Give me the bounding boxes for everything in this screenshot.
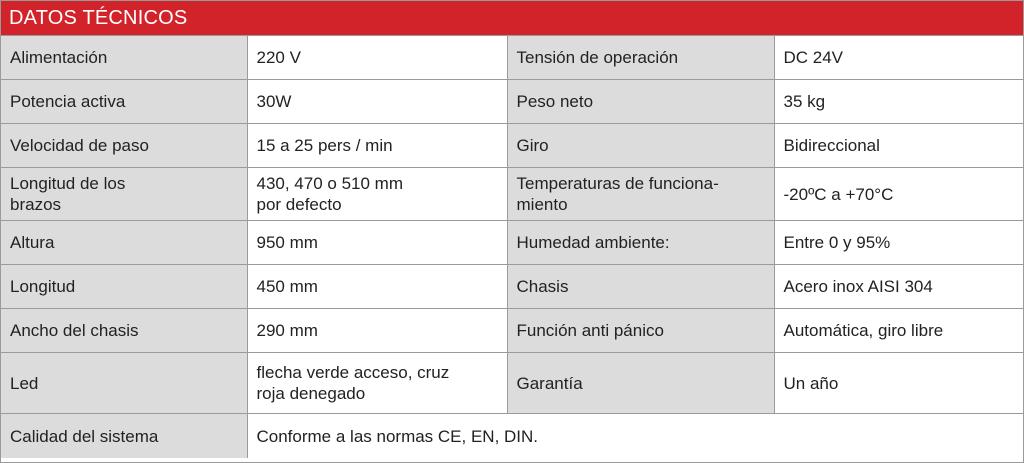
spec-value: DC 24V <box>774 36 1023 80</box>
spec-label: Altura <box>1 221 247 265</box>
spec-label: Humedad ambiente: <box>507 221 774 265</box>
table-row <box>1 265 1023 309</box>
table-row <box>1 124 1023 168</box>
spec-label: Chasis <box>507 265 774 309</box>
spec-label: Temperaturas de funciona- miento <box>507 168 774 221</box>
spec-label: Led <box>1 353 247 414</box>
spec-value: 950 mm <box>247 221 507 265</box>
table-row <box>1 353 1023 414</box>
table-row <box>1 168 1023 221</box>
spec-value: 430, 470 o 510 mm por defecto <box>247 168 507 221</box>
spec-label: Alimentación <box>1 36 247 80</box>
spec-value: 290 mm <box>247 309 507 353</box>
spec-value: 15 a 25 pers / min <box>247 124 507 168</box>
spec-value: 450 mm <box>247 265 507 309</box>
spec-value: Automática, giro libre <box>774 309 1023 353</box>
spec-value: Acero inox AISI 304 <box>774 265 1023 309</box>
spec-label: Ancho del chasis <box>1 309 247 353</box>
spec-value: 30W <box>247 80 507 124</box>
spec-value: Bidireccional <box>774 124 1023 168</box>
section-title: DATOS TÉCNICOS <box>9 6 188 29</box>
spec-label: Peso neto <box>507 80 774 124</box>
table-row <box>1 221 1023 265</box>
table-row <box>1 309 1023 353</box>
spec-label: Potencia activa <box>1 80 247 124</box>
table-row <box>1 80 1023 124</box>
spec-value: -20ºC a +70°C <box>774 168 1023 221</box>
table-row <box>1 36 1023 80</box>
table-row <box>1 414 1023 459</box>
spec-value: 220 V <box>247 36 507 80</box>
spec-label: Longitud <box>1 265 247 309</box>
spec-label: Garantía <box>507 353 774 414</box>
spec-label: Calidad del sistema <box>1 414 247 459</box>
spec-value: Entre 0 y 95% <box>774 221 1023 265</box>
spec-label: Velocidad de paso <box>1 124 247 168</box>
spec-value: flecha verde acceso, cruz roja denegado <box>247 353 507 414</box>
spec-label: Tensión de operación <box>507 36 774 80</box>
specs-table <box>1 36 1023 458</box>
spec-label: Giro <box>507 124 774 168</box>
spec-value: Conforme a las normas CE, EN, DIN. <box>247 414 1023 459</box>
spec-label: Longitud de los brazos <box>1 168 247 221</box>
spec-label: Función anti pánico <box>507 309 774 353</box>
section-header <box>1 1 1023 36</box>
spec-value: 35 kg <box>774 80 1023 124</box>
spec-value: Un año <box>774 353 1023 414</box>
